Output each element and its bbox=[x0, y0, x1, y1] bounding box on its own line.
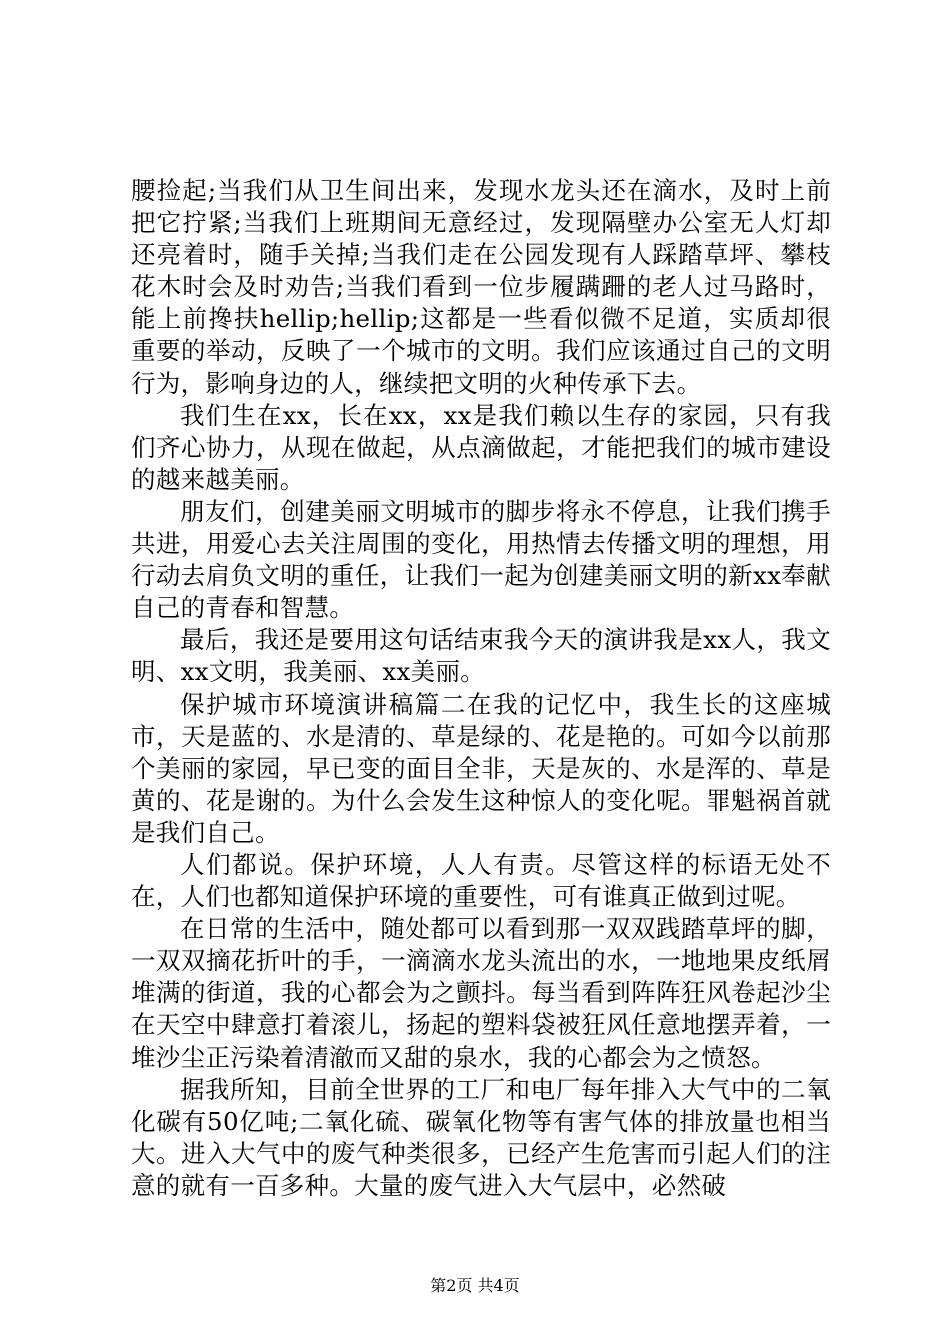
paragraph-5: 保护城市环境演讲稿篇二在我的记忆中，我生长的这座城市，天是蓝的、水是清的、草是绿的、花是艳的。可如今以前那个美丽的家园，早已变的面目全非，天是灰的、水是浑的、草是黄的、花是谢的。为什么会发生这种惊人的变化呢。罪魁祸首就是我们自己。 bbox=[131, 689, 831, 847]
paragraph-6: 人们都说。保护环境，人人有责。尽管这样的标语无处不在，人们也都知道保护环境的重要性，可有谁真正做到过呢。 bbox=[131, 849, 831, 912]
page-number-footer: 第2页 共4页 bbox=[430, 1276, 520, 1295]
paragraph-3: 朋友们，创建美丽文明城市的脚步将永不停息，让我们携手共进，用爱心去关注周围的变化，用热情去传播文明的理想，用行动去肩负文明的重任，让我们一起为创建美丽文明的新xx奉献自己的青春和智慧。 bbox=[131, 496, 831, 623]
paragraph-7: 在日常的生活中，随处都可以看到那一双双践踏草坪的脚，一双双摘花折叶的手，一滴滴水龙头流出的水，一地地果皮纸屑堆满的街道，我的心都会为之颤抖。每当看到阵阵狂风卷起沙尘在天空中肆意打着滚儿，扬起的塑料袋被狂风任意地摆弄着，一堆沙尘正污染着清澈而又甜的泉水，我的心都会为之愤怒。 bbox=[131, 914, 831, 1072]
body-text bbox=[131, 175, 831, 1202]
paragraph-2: 我们生在xx，长在xx，xx是我们赖以生存的家园，只有我们齐心协力，从现在做起，从点滴做起，才能把我们的城市建设的越来越美丽。 bbox=[131, 400, 831, 494]
paragraph-8: 据我所知，目前全世界的工厂和电厂每年排入大气中的二氧化碳有50亿吨;二氧化硫、碳氧化物等有害气体的排放量也相当大。进入大气中的废气种类很多，已经产生危害而引起人们的注意的就有一百多种。大量的废气进入大气层中，必然破 bbox=[131, 1074, 831, 1200]
paragraph-1: 腰捡起;当我们从卫生间出来，发现水龙头还在滴水，及时上前把它拧紧;当我们上班期间无意经过，发现隔壁办公室无人灯却还亮着时，随手关掉;当我们走在公园发现有人踩踏草坪、攀枝花木时会及时劝告;当我们看到一位步履蹒跚的老人过马路时，能上前搀扶hellip;hellip;这都是一些看似微不足道，实质却很重要的举动，反映了一个城市的文明。我们应该通过自己的文明行为，影响身边的人，继续把文明的火种传承下去。 bbox=[131, 176, 831, 398]
paragraph-4: 最后，我还是要用这句话结束我今天的演讲我是xx人，我文明、xx文明，我美丽、xx美丽。 bbox=[131, 625, 831, 687]
